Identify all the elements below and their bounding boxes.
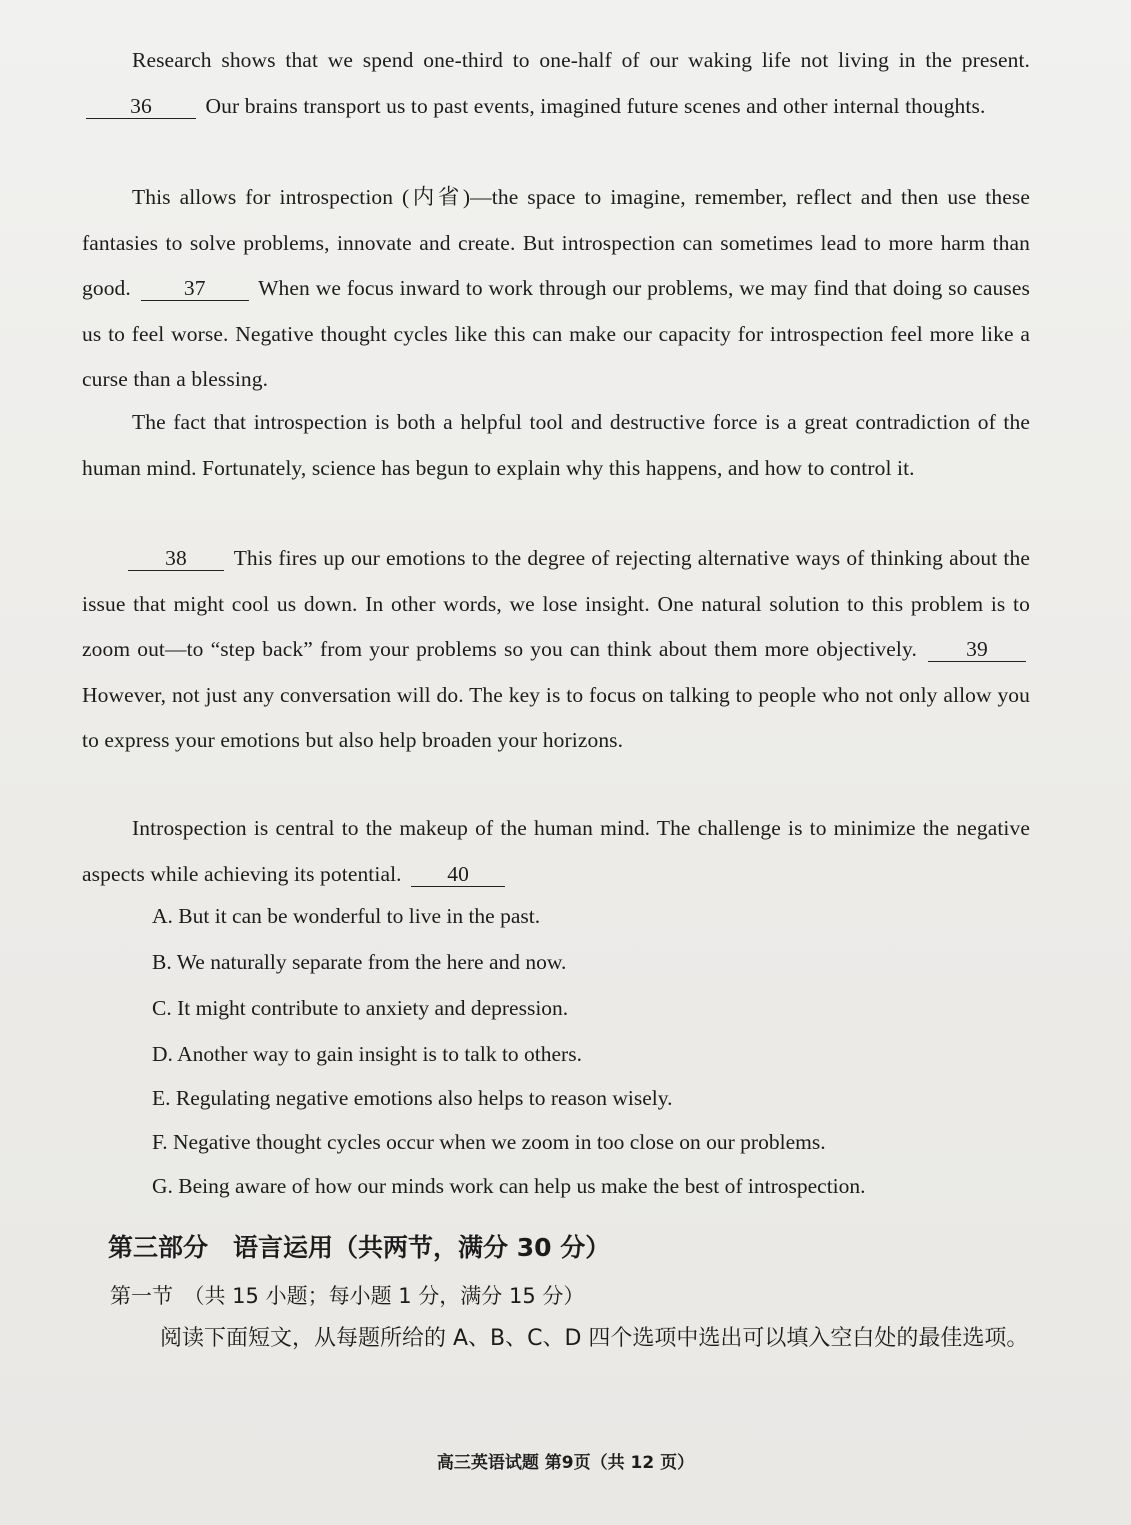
p1-after: Our brains transport us to past events, imagined future scenes and other internal thoughts. <box>205 93 986 118</box>
paragraph-1 <box>82 38 1030 129</box>
option-d: D. Another way to gain insight is to talk to others. <box>152 1042 582 1066</box>
instruction-text: 阅读下面短文，从每题所给的 A、B、C、D 四个选项中选出可以填入空白处的最佳选项。 <box>160 1326 1029 1351</box>
paragraph-4 <box>82 536 1030 764</box>
p5-before: Introspection is central to the makeup of the human mind. The challenge is to minimize the negative aspects while achieving its potential. <box>82 816 1030 886</box>
blank-38: 38 <box>128 546 224 571</box>
paragraph-2 <box>82 175 1030 403</box>
option-b: B. We naturally separate from the here and now. <box>152 950 567 974</box>
section-heading: 第三部分 语言运用（共两节，满分 30 分） <box>108 1233 611 1262</box>
p4-after: However, not just any conversation will do. The key is to focus on talking to people who not only allow you to express your emotions but also help broaden your horizons. <box>82 682 1030 752</box>
section-subheading: 第一节 （共 15 小题；每小题 1 分，满分 15 分） <box>110 1284 585 1308</box>
p3-text: The fact that introspection is both a helpful tool and destructive force is a great contradiction of the human mind. Fortunately, science has begun to explain why this happens, and how to control it. <box>82 410 1030 480</box>
paragraph-3 <box>82 400 1030 491</box>
option-a: A. But it can be wonderful to live in the past. <box>152 904 541 928</box>
option-c: C. It might contribute to anxiety and depression. <box>152 996 569 1020</box>
p4-mid: This fires up our emotions to the degree of rejecting alternative ways of thinking about the issue that might cool us down. In other words, we lose insight. One natural solution to this problem is to zoom out—to “step back” from your problems so you can think about them more objectively. <box>82 546 1030 661</box>
blank-36: 36 <box>86 94 196 119</box>
section-instruction <box>112 1316 1042 1362</box>
blank-40: 40 <box>411 862 505 887</box>
option-e: E. Regulating negative emotions also helps to reason wisely. <box>152 1086 673 1110</box>
p1-before: Research shows that we spend one-third to one-half of our waking life not living in the present. <box>132 48 1030 72</box>
p2-after: When we focus inward to work through our problems, we may find that doing so causes us to feel worse. Negative thought cycles like this can make our capacity for introspection feel more like a curse than a blessing. <box>82 276 1030 391</box>
option-g: G. Being aware of how our minds work can help us make the best of introspection. <box>152 1174 866 1198</box>
p2-before: This allows for introspection (内省)—the space to imagine, remember, reflect and then use these fantasies to solve problems, innovate and create. But introspection can sometimes lead to more harm than good. <box>82 185 1030 300</box>
paragraph-5 <box>82 806 1030 897</box>
option-f: F. Negative thought cycles occur when we zoom in too close on our problems. <box>152 1130 826 1154</box>
blank-39: 39 <box>928 637 1026 662</box>
page-footer: 高三英语试题 第9页（共 12 页） <box>436 1453 695 1473</box>
blank-37: 37 <box>141 276 249 301</box>
